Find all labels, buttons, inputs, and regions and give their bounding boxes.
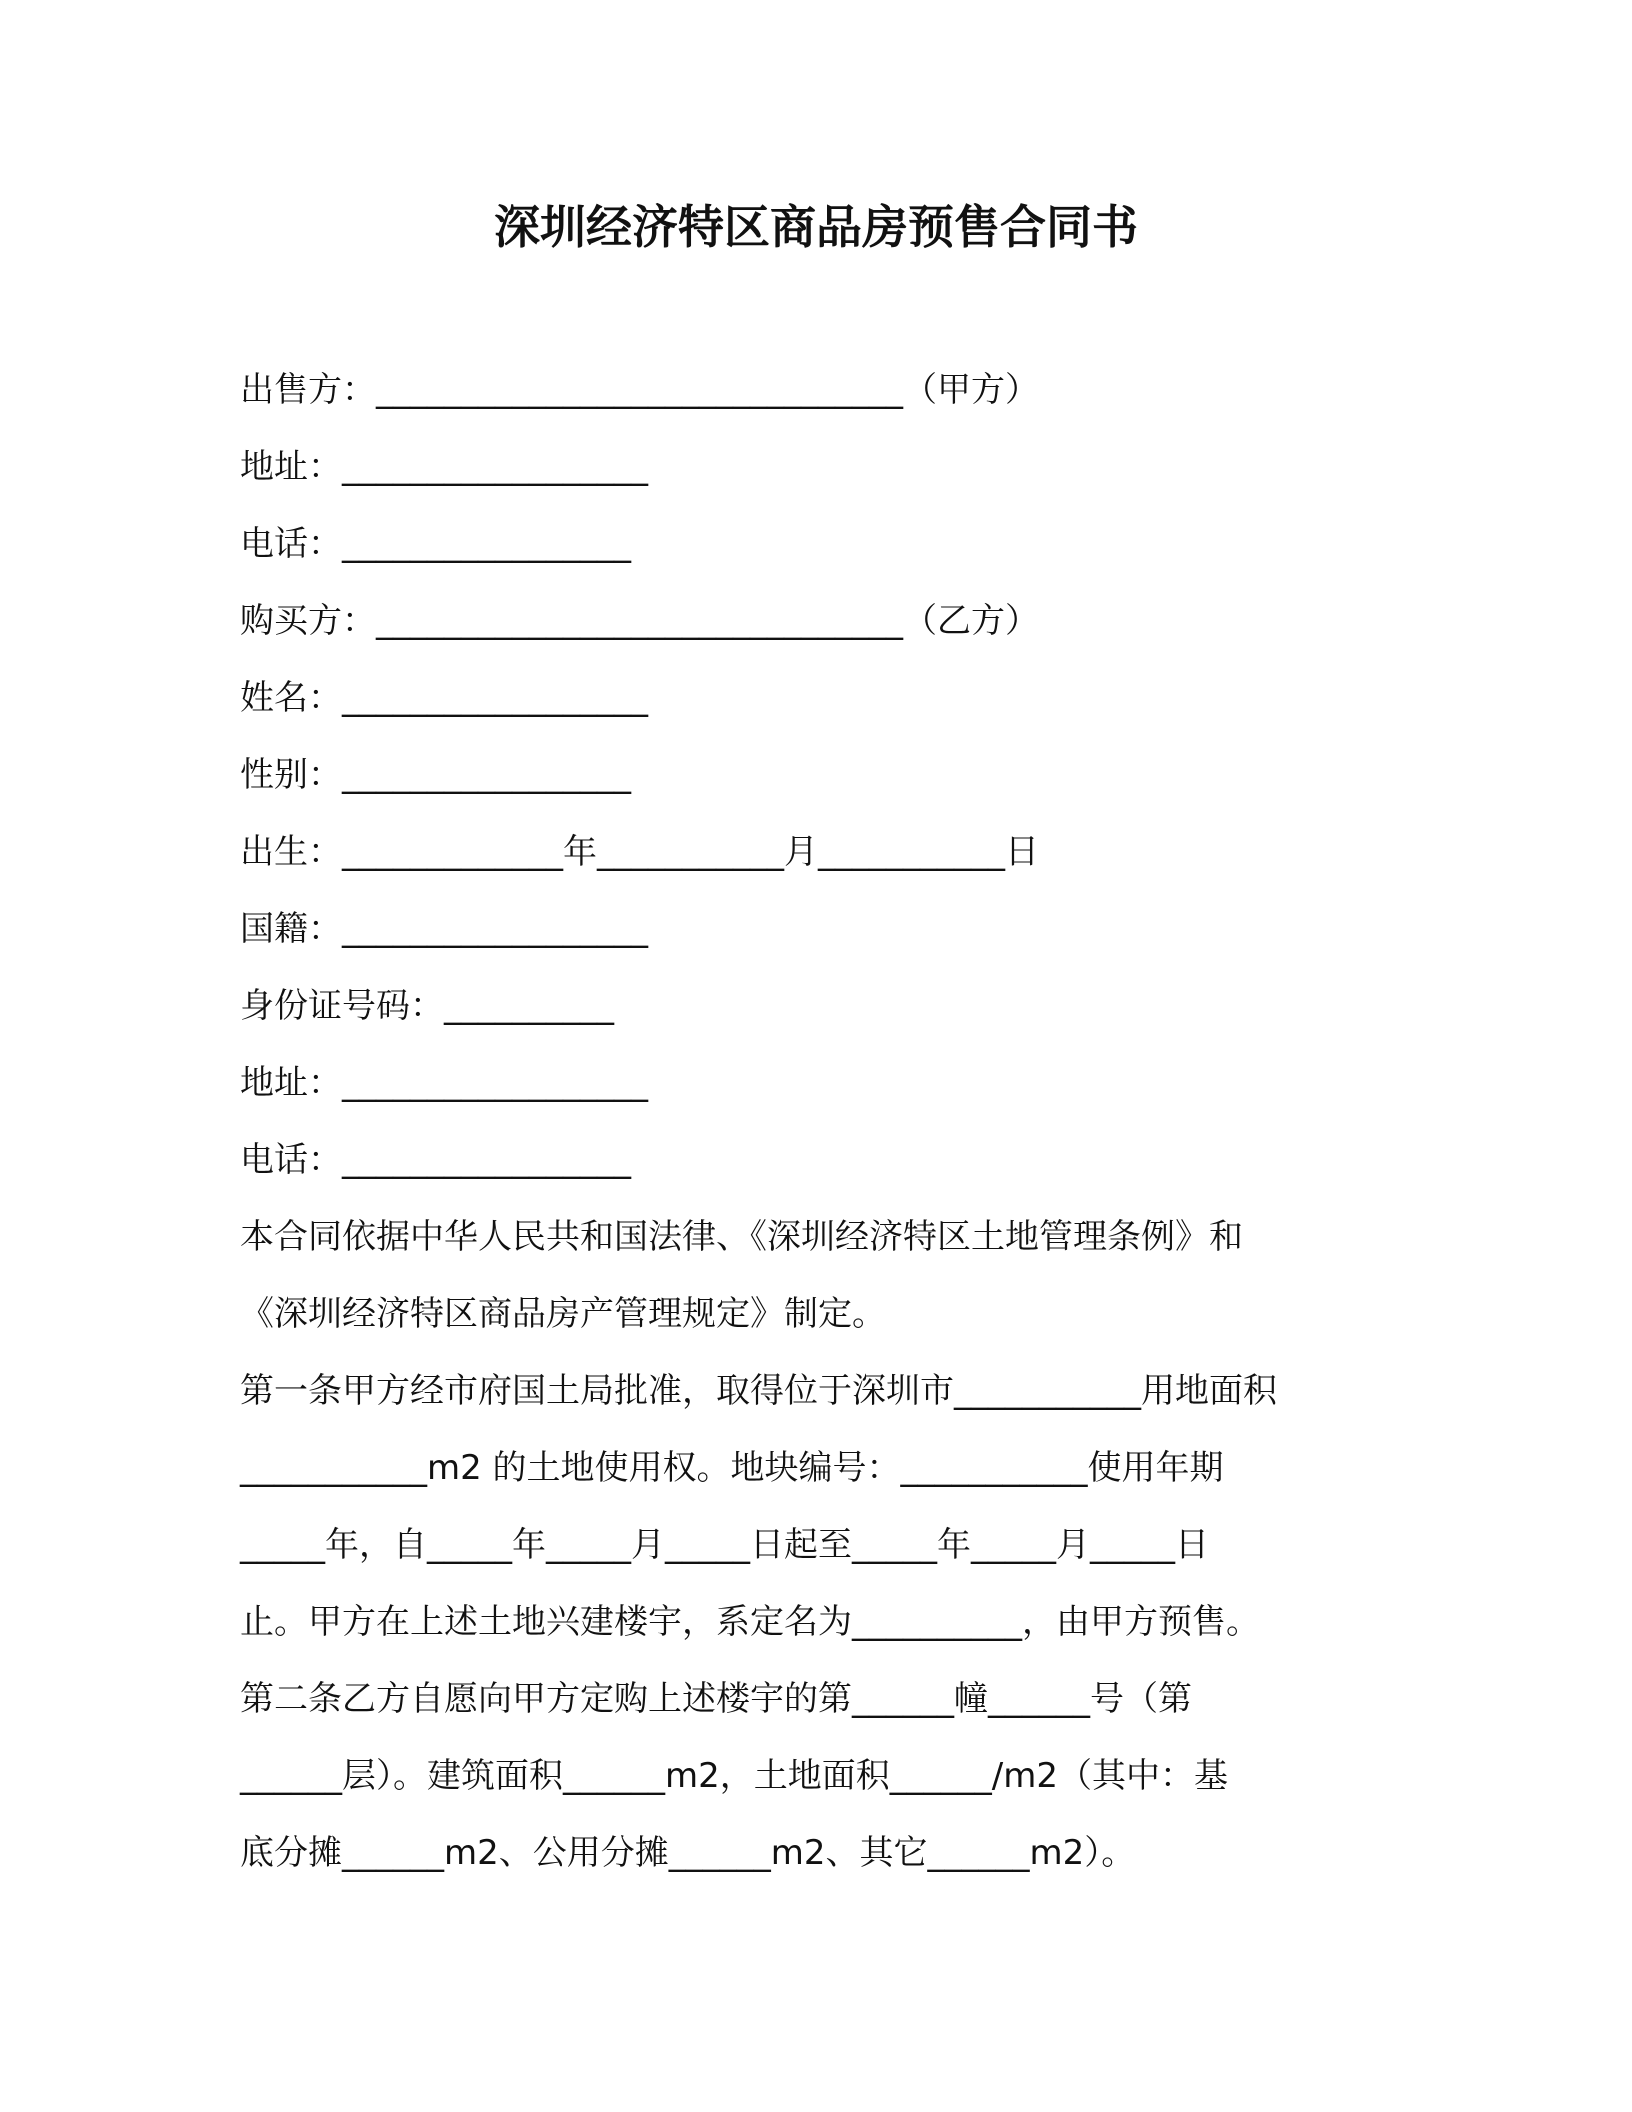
article-2-line: 第二条乙方自愿向甲方定购上述楼宇的第______幢______号（第	[240, 1679, 1192, 1719]
seller-phone-line: 电话：_________________	[240, 524, 631, 564]
buyer-id-line: 身份证号码：__________	[240, 986, 614, 1026]
preamble-line: 《深圳经济特区商品房产管理规定》制定。	[240, 1294, 886, 1334]
contract-body	[240, 352, 1400, 1892]
preamble-line: 本合同依据中华人民共和国法律、《深圳经济特区土地管理条例》和	[240, 1217, 1243, 1257]
document-title: 深圳经济特区商品房预售合同书	[494, 200, 1138, 254]
buyer-gender-line: 性别：_________________	[240, 755, 631, 795]
buyer-birth-line: 出生：_____________年___________月___________日	[240, 832, 1039, 872]
article-1-line: 止。甲方在上述土地兴建楼宇，系定名为__________，由甲方预售。	[240, 1602, 1260, 1642]
buyer-nationality-line: 国籍：__________________	[240, 909, 648, 949]
article-1-line: _____年，自_____年_____月_____日起至_____年_____月_____日	[240, 1525, 1209, 1565]
buyer-phone-line: 电话：_________________	[240, 1140, 631, 1180]
article-2-line: ______层）。建筑面积______m2，土地面积______/m2（其中：基	[240, 1756, 1228, 1796]
buyer-address-line: 地址：__________________	[240, 1063, 648, 1103]
article-2-line: 底分摊______m2、公用分摊______m2、其它______m2）。	[240, 1833, 1136, 1873]
buyer-name-line: 姓名：__________________	[240, 678, 648, 718]
seller-line: 出售方：_______________________________（甲方）	[240, 370, 1039, 410]
buyer-line: 购买方：_______________________________（乙方）	[240, 601, 1039, 641]
article-1-line: ___________m2 的土地使用权。地块编号：___________使用年期	[240, 1448, 1224, 1488]
article-1-line: 第一条甲方经市府国土局批准，取得位于深圳市___________用地面积	[240, 1371, 1277, 1411]
seller-address-line: 地址：__________________	[240, 447, 648, 487]
